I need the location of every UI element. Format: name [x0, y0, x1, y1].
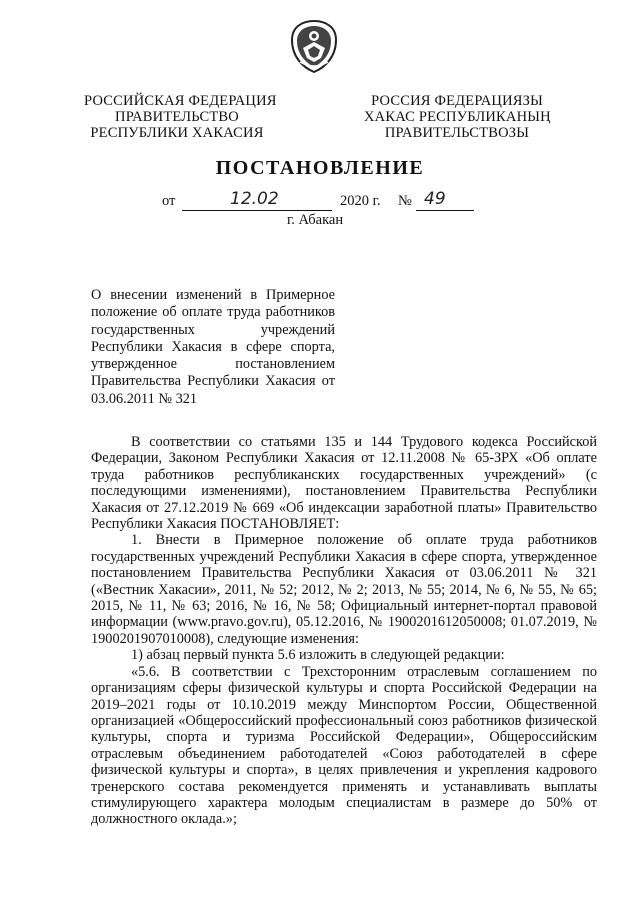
header-right-line: ХАКАС РЕСПУБЛИКАНЫҢ [364, 109, 551, 125]
body-paragraph: В соответствии со статьями 135 и 144 Трудового кодекса Российской Федерации, Законом Республики Хакасия от 12.11.2008 № 65-ЗРХ «Об оплате труда работников республиканских государственных учреждений» (с последующими изменениями), постановлением Правительства Республики Хакасия от 27.12.2019 № 669 «Об индексации заработной платы» Правительство Республики Хакасия ПОСТАНОВЛЯЕТ: [91, 434, 597, 533]
date-handwritten: 12.02 [230, 189, 279, 209]
body-paragraph: «5.6. В соответствии с Трехсторонним отраслевым соглашением по организациям сферы физической культуры и спорта Российской Федерации на 2019–2021 годы от 10.10.2019 между Минспортом России, Общественной организацией «Общероссийский профессиональный союз работников физической культуры, спорта и туризма Российской Федерации», Общероссийским отраслевым объединением работодателей «Союз работодателей в сфере физической культуры и спорта», в целях привлечения и укрепления кадрового тренерского состава рекомендуется применять и устанавливать выплаты стимулирующего характера молодым специалистам в размере до 50% от должностного оклада.»; [91, 663, 597, 828]
date-underline [182, 210, 332, 211]
header-right-line: ПРАВИТЕЛЬСТВОЗЫ [384, 125, 530, 141]
body-paragraph: 1. Внести в Примерное положение об оплате труда работников государственных учреждений Республики Хакасия в сфере спорта, утвержденное постановлением Правительства Республики Хакасия от 03.06.2011 № 321 («Вестник Хакасии», 2011, № 52; 2012, № 2; 2013, № 55; 2014, № 6, № 55, № 65; 2015, № 11, № 63; 2016, № 16, № 58; Официальный интернет-портал правовой информации (www.pravo.gov.ru), 05.12.2016, № 1900201612050008; 01.07.2019, № 1900201907010008), следующие изменения: [91, 532, 597, 647]
header-right [364, 93, 550, 141]
document-body [91, 434, 597, 828]
city-label: г. Абакан [287, 212, 344, 228]
header-left-line: ПРАВИТЕЛЬСТВО [115, 109, 239, 125]
document-subject: О внесении изменений в Примерное положение об оплате труда работников государственных учреждений Республики Хакасия в сфере спорта, утвержденное постановлением Правительства Республики Хакасия от 03.06.2011 № 321 [91, 287, 335, 407]
header-left-line: РЕСПУБЛИКИ ХАКАСИЯ [90, 125, 264, 141]
date-number-line [0, 189, 640, 213]
coat-of-arms-emblem [288, 18, 340, 74]
number-sign-label: № [398, 193, 412, 209]
year-label: 2020 г. [340, 193, 381, 209]
date-from-label: от [162, 193, 176, 209]
header-left [84, 93, 277, 141]
number-handwritten: 49 [424, 189, 446, 209]
header-right-line: РОССИЯ ФЕДЕРАЦИЯЗЫ [371, 93, 543, 109]
document-title: ПОСТАНОВЛЕНИЕ [215, 157, 425, 179]
number-underline [416, 210, 474, 211]
body-paragraph: 1) абзац первый пункта 5.6 изложить в следующей редакции: [131, 647, 505, 664]
header-left-line: РОССИЙСКАЯ ФЕДЕРАЦИЯ [84, 93, 277, 109]
